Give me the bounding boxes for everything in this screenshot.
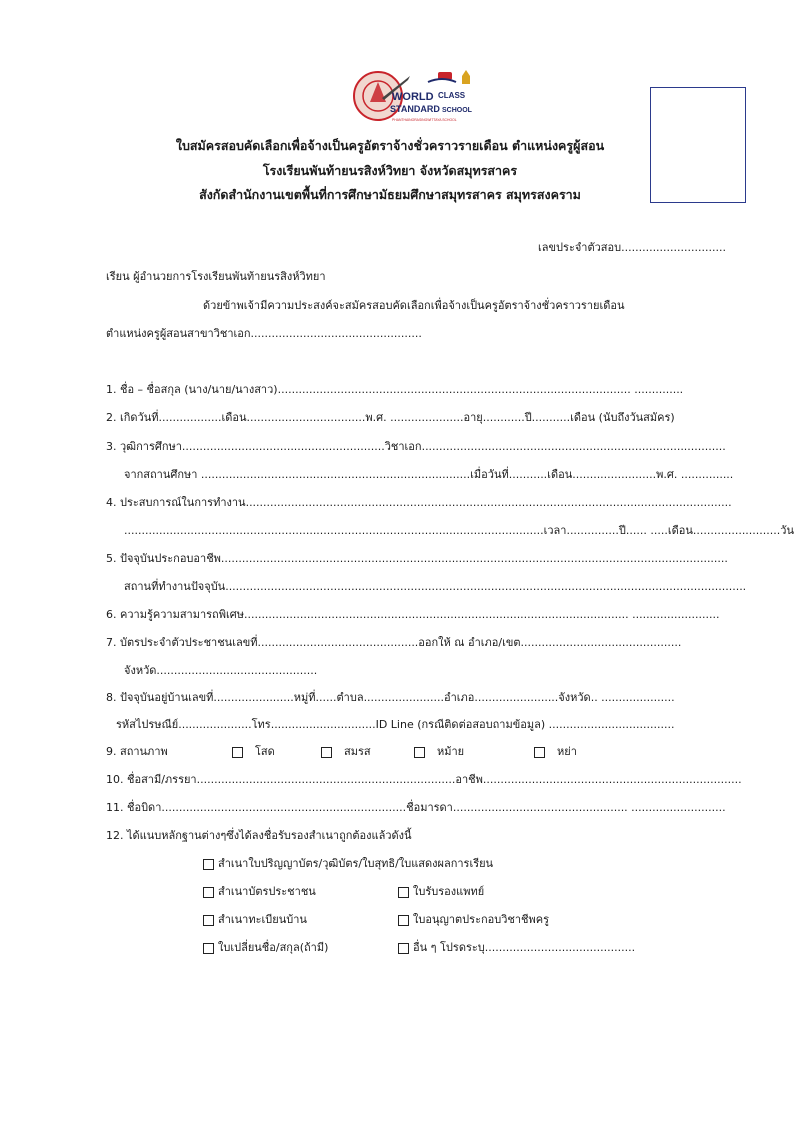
doc-label: สำเนาบัตรประชาชน (218, 885, 316, 898)
occupation-field[interactable]: 5. ปัจจุบันประกอบอาชีพ................................................................................................................................................. (106, 552, 728, 565)
checkbox-icon[interactable] (398, 915, 409, 926)
status-label: หย่า (557, 745, 577, 758)
checkbox-icon[interactable] (414, 747, 425, 758)
checkbox-icon[interactable] (321, 747, 332, 758)
special-skills-field[interactable]: 6. ความรู้ความสามารถพิเศษ.............................................................................................................. ......................... (106, 608, 720, 621)
id-card-province-field[interactable]: จังหวัด.............................................. (124, 664, 318, 677)
logo-text-class: CLASS (438, 91, 466, 100)
title-line-3: สังกัดสำนักงานเขตพื้นที่การศึกษามัธยมศึกษาสมุทรสาคร สมุทรสงคราม (199, 187, 581, 202)
doc-label: ใบเปลี่ยนชื่อ/สกุล(ถ้ามี) (218, 941, 329, 954)
logo-text-world: WORLD (392, 91, 434, 103)
doc-label: สำเนาใบปริญญาบัตร/วุฒิบัตร/ใบสุทธิ/ใบแสดงผลการเรียน (218, 857, 494, 870)
contact-field[interactable]: รหัสไปรษณีย์.....................โทร..............................ID Line (กรณีติดต่อสอบถามข้อมูล) .................................... (116, 718, 675, 731)
doc-other[interactable] (398, 940, 635, 959)
doc-label: อื่น ๆ โปรดระบุ........................................... (413, 941, 636, 954)
exam-id-field[interactable]: เลขประจำตัวสอบ.............................. (538, 241, 726, 254)
logo-text-standard: STANDARD (390, 104, 440, 114)
major-field[interactable]: ตำแหน่งครูผู้สอนสาขาวิชาเอก................................................. (106, 327, 422, 340)
doc-label: สำเนาทะเบียนบ้าน (218, 913, 307, 926)
checkbox-icon[interactable] (203, 859, 214, 870)
doc-house-registration[interactable] (203, 912, 307, 931)
status-label: หม้าย (437, 745, 465, 758)
doc-degree[interactable] (203, 856, 493, 875)
status-option-single[interactable] (232, 744, 275, 763)
checkbox-icon[interactable] (232, 747, 243, 758)
logo-text-school: SCHOOL (442, 107, 472, 114)
marital-status-label: 9. สถานภาพ (106, 745, 168, 758)
doc-id-card[interactable] (203, 884, 316, 903)
status-label: สมรส (344, 745, 371, 758)
status-option-married[interactable] (321, 744, 371, 763)
education-field[interactable]: 3. วุฒิการศึกษา..........................................................วิชาเอก....................................................................................... (106, 440, 726, 453)
checkbox-icon[interactable] (398, 943, 409, 954)
title-line-2: โรงเรียนพันท้ายนรสิงห์วิทยา จังหวัดสมุทรสาคร (262, 162, 518, 178)
checkbox-icon[interactable] (534, 747, 545, 758)
intro-line-1: ด้วยข้าพเจ้ามีความประสงค์จะสมัครสอบคัดเลือกเพื่อจ้างเป็นครูอัตราจ้างชั่วคราวรายเดือน (203, 299, 625, 312)
experience-duration-field[interactable]: ........................................................................................................................เวลา...............ปี...... .....เดือน.........................วัน (124, 524, 794, 537)
status-label: โสด (255, 745, 275, 758)
workplace-field[interactable]: สถานที่ทำงานปัจจุบัน..................................................................................................................................................... (124, 580, 747, 593)
doc-medical-cert[interactable] (398, 884, 484, 903)
logo-caption: PHANTHAINORASINGWITTAYA SCHOOL (392, 118, 457, 122)
parents-field[interactable]: 11. ชื่อบิดา......................................................................ชื่อมารดา.................................................. ........................... (106, 801, 726, 814)
experience-field[interactable]: 4. ประสบการณ์ในการทำงาน........................................................................................................................................... (106, 496, 732, 509)
address-field[interactable]: 8. ปัจจุบันอยู่บ้านเลขที่.......................หมู่ที่......ตำบล.......................อำเภอ........................จังหวัด.. ..................... (106, 691, 675, 704)
doc-teacher-license[interactable] (398, 912, 549, 931)
doc-label: ใบรับรองแพทย์ (413, 885, 485, 898)
checkbox-icon[interactable] (203, 943, 214, 954)
birthdate-field[interactable]: 2. เกิดวันที่..................เดือน..................................พ.ศ. .....................อายุ............ปี...........เดือน (นับถึงวันสมัคร) (106, 411, 675, 424)
attachments-heading: 12. ได้แนบหลักฐานต่างๆซึ่งได้ลงชื่อรับรองสำเนาถูกต้องแล้วดังนี้ (106, 829, 412, 842)
checkbox-icon[interactable] (203, 887, 214, 898)
doc-label: ใบอนุญาตประกอบวิชาชีพครู (413, 913, 550, 926)
spouse-field[interactable]: 10. ชื่อสามี/ภรรยา..........................................................................อาชีพ.......................................................................... (106, 773, 742, 786)
school-logo (352, 68, 477, 124)
id-card-field[interactable]: 7. บัตรประจำตัวประชาชนเลขที่..............................................ออกให้ ณ อำเภอ/เขต.............................................. (106, 636, 682, 649)
form-title (120, 134, 660, 208)
photo-box (650, 87, 746, 203)
title-line-1: ใบสมัครสอบคัดเลือกเพื่อจ้างเป็นครูอัตราจ้างชั่วคราวรายเดือน ตำแหน่งครูผู้สอน (175, 138, 605, 153)
doc-name-change[interactable] (203, 940, 328, 959)
checkbox-icon[interactable] (398, 887, 409, 898)
status-option-widowed[interactable] (414, 744, 464, 763)
status-option-divorced[interactable] (534, 744, 577, 763)
checkbox-icon[interactable] (203, 915, 214, 926)
salutation: เรียน ผู้อำนวยการโรงเรียนพันท้ายนรสิงห์วิทยา (106, 270, 326, 283)
institution-field[interactable]: จากสถานศึกษา .............................................................................เมื่อวันที่...........เดือน........................พ.ศ. ............... (124, 468, 734, 481)
name-field[interactable]: 1. ชื่อ – ชื่อสกุล (นาง/นาย/นางสาว)..................................................................................................... .............. (106, 383, 684, 396)
